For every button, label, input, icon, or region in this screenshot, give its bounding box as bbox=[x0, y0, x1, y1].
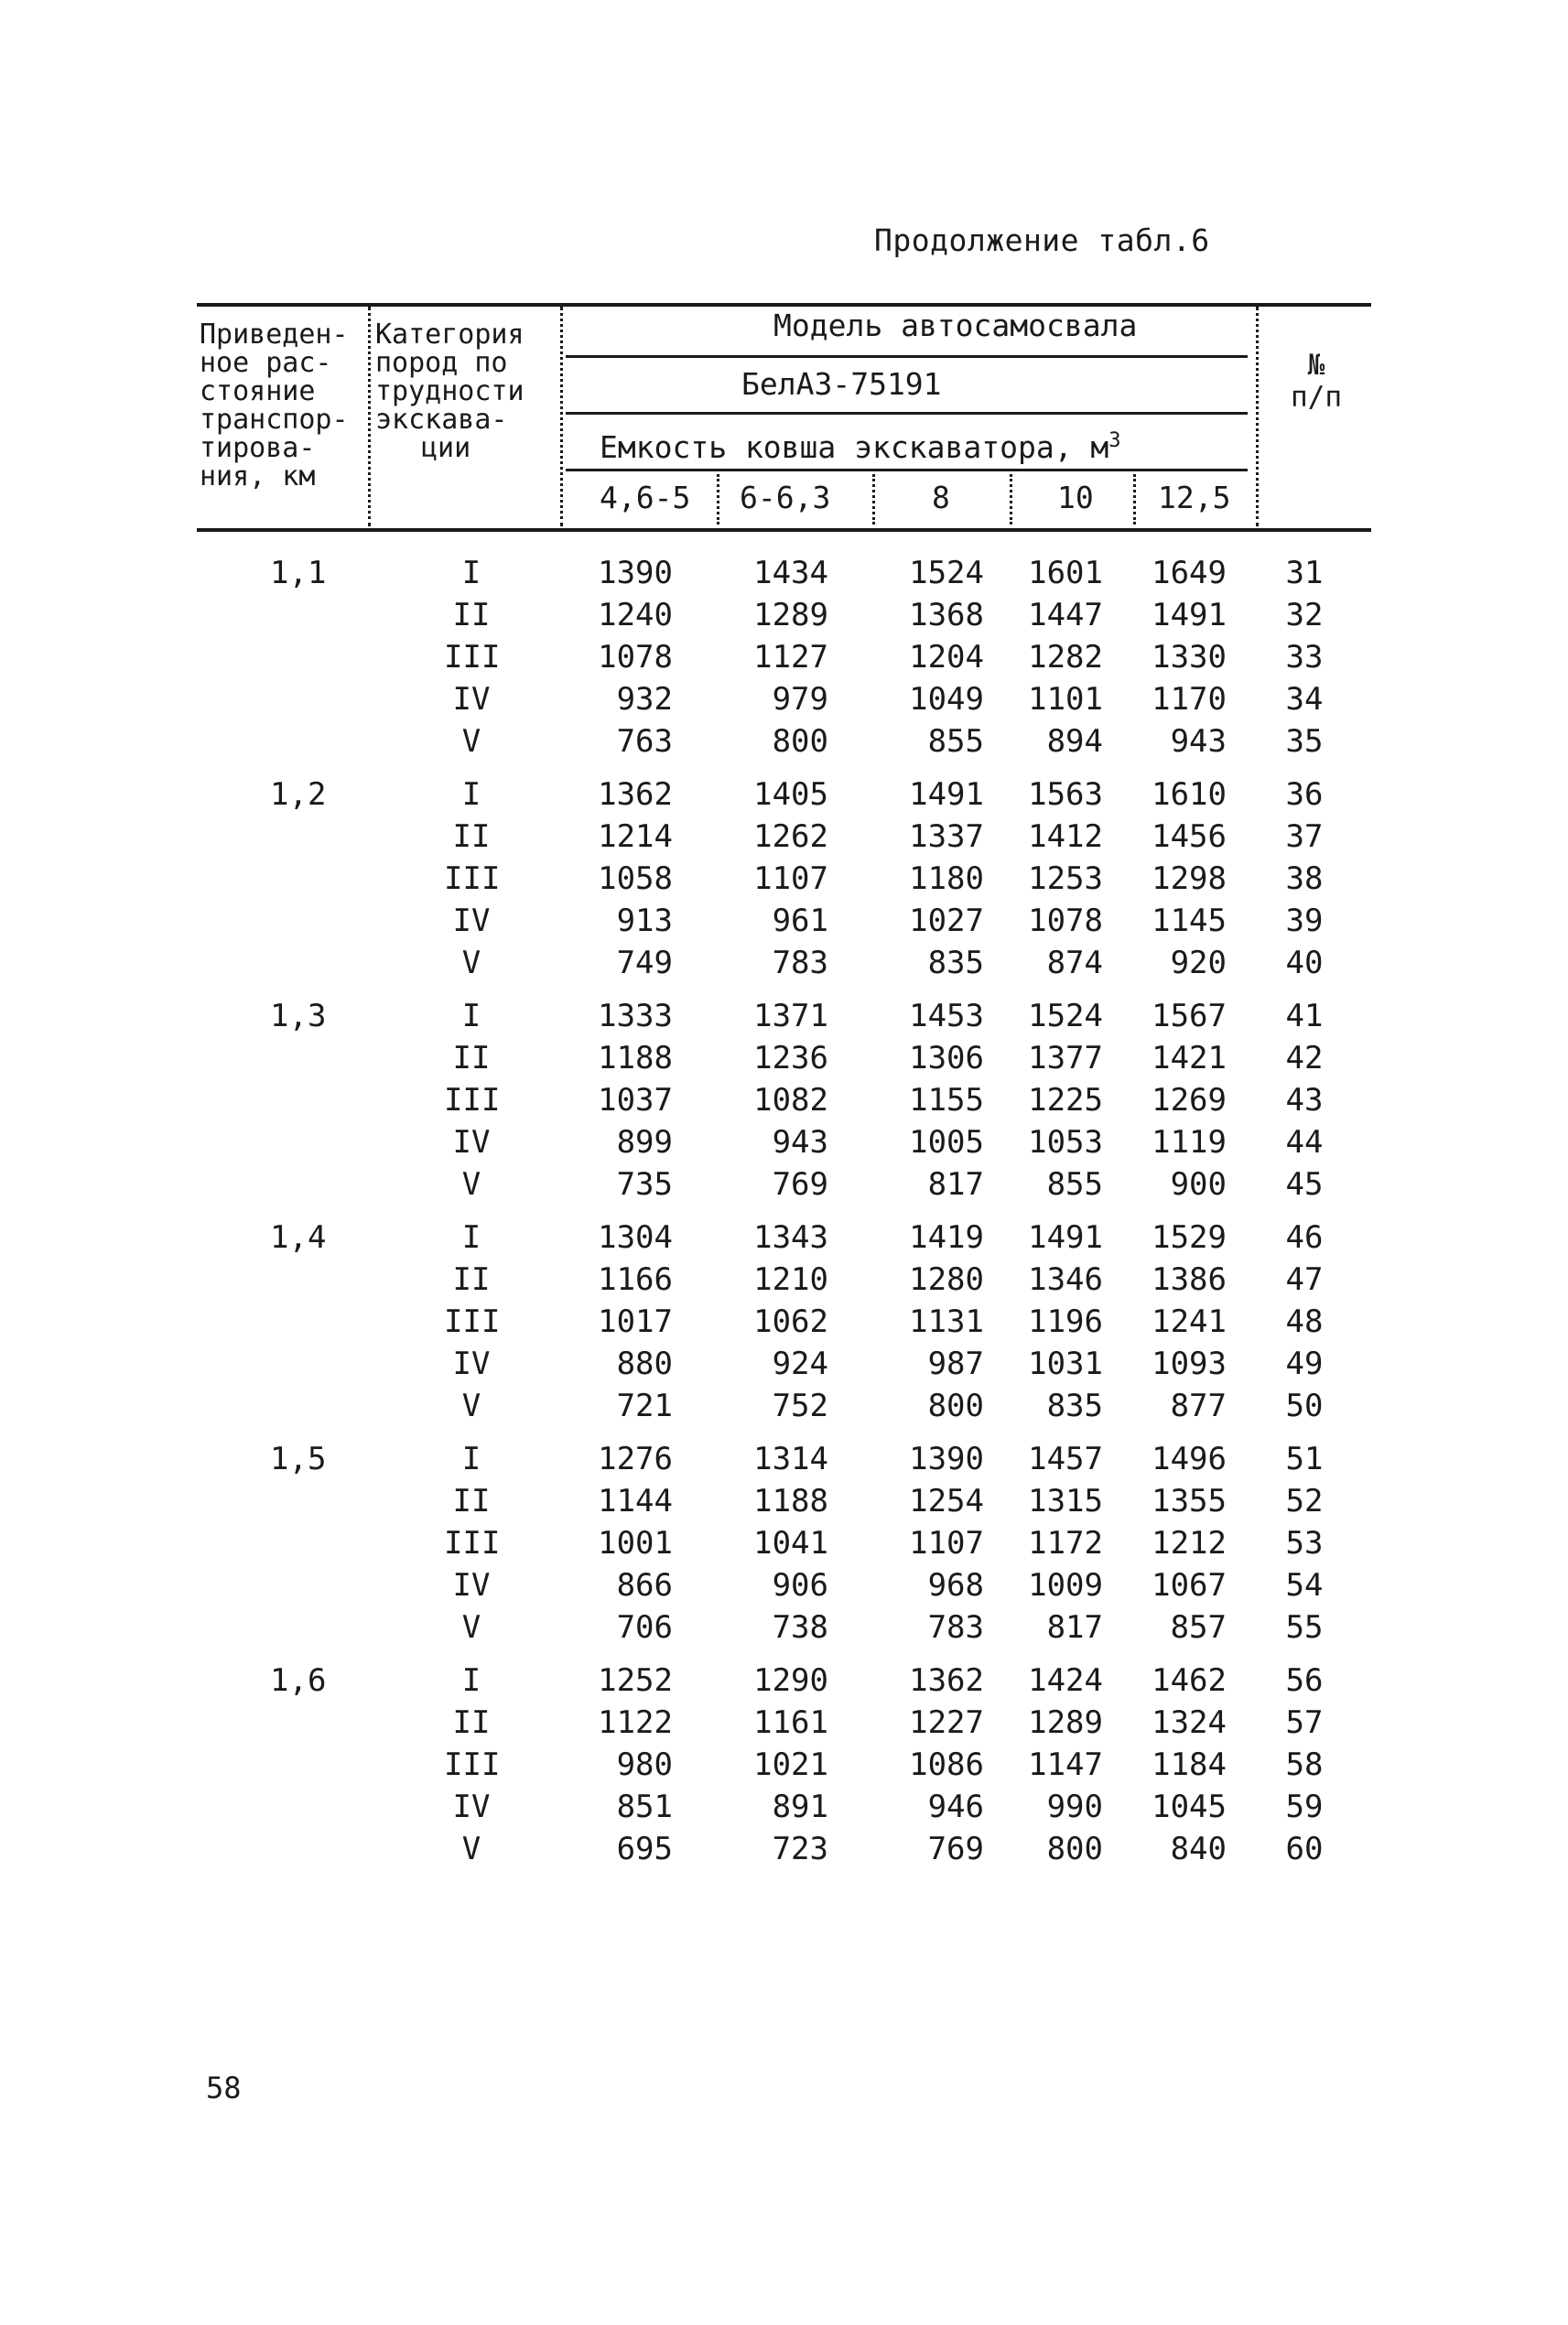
value-cell: 1252 bbox=[598, 1662, 673, 1699]
header-divider bbox=[1010, 474, 1012, 524]
value-cell: 1368 bbox=[909, 597, 984, 633]
value-cell: 1306 bbox=[909, 1040, 984, 1076]
header-number: № п/п bbox=[1291, 349, 1342, 414]
unit-superscript: 3 bbox=[1108, 429, 1121, 452]
value-cell: 987 bbox=[927, 1346, 984, 1382]
value-cell: 735 bbox=[616, 1166, 673, 1203]
value-cell: 874 bbox=[1046, 945, 1103, 981]
value-cell: 1062 bbox=[753, 1303, 828, 1340]
row-number-cell: 60 bbox=[1285, 1831, 1324, 1867]
value-cell: 1225 bbox=[1028, 1082, 1103, 1119]
row-number-cell: 44 bbox=[1285, 1124, 1324, 1161]
distance-cell: 1,6 bbox=[270, 1662, 327, 1699]
value-cell: 900 bbox=[1170, 1166, 1227, 1203]
value-cell: 1330 bbox=[1152, 639, 1227, 676]
value-cell: 1166 bbox=[598, 1261, 673, 1298]
value-cell: 943 bbox=[772, 1124, 828, 1161]
value-cell: 817 bbox=[1046, 1609, 1103, 1646]
table-row bbox=[197, 718, 1378, 760]
value-cell: 1434 bbox=[753, 555, 828, 591]
capacity-header: 12,5 bbox=[1158, 480, 1231, 515]
value-cell: 1017 bbox=[598, 1303, 673, 1340]
header-bottom-rule bbox=[197, 528, 1371, 532]
value-cell: 913 bbox=[616, 903, 673, 939]
value-cell: 1078 bbox=[598, 639, 673, 676]
value-cell: 1563 bbox=[1028, 776, 1103, 813]
value-cell: 1037 bbox=[598, 1082, 673, 1119]
value-cell: 1462 bbox=[1152, 1662, 1227, 1699]
value-cell: 1155 bbox=[909, 1082, 984, 1119]
row-number-cell: 52 bbox=[1285, 1483, 1324, 1519]
value-cell: 866 bbox=[616, 1567, 673, 1604]
table-row bbox=[197, 1340, 1378, 1382]
value-cell: 752 bbox=[772, 1388, 828, 1424]
distance-cell: 1,5 bbox=[270, 1441, 327, 1477]
value-cell: 723 bbox=[772, 1831, 828, 1867]
value-cell: 1145 bbox=[1152, 903, 1227, 939]
value-cell: 1315 bbox=[1028, 1483, 1103, 1519]
value-cell: 721 bbox=[616, 1388, 673, 1424]
category-cell: IV bbox=[452, 1346, 491, 1382]
category-cell: I bbox=[461, 555, 481, 591]
value-cell: 1253 bbox=[1028, 860, 1103, 897]
row-number-cell: 35 bbox=[1285, 723, 1324, 760]
value-cell: 1184 bbox=[1152, 1746, 1227, 1783]
value-cell: 817 bbox=[927, 1166, 984, 1203]
distance-cell: 1,2 bbox=[270, 776, 327, 813]
value-cell: 855 bbox=[1046, 1166, 1103, 1203]
value-cell: 1337 bbox=[909, 818, 984, 855]
table-body bbox=[197, 549, 1378, 1878]
category-cell: V bbox=[461, 1166, 481, 1203]
value-cell: 1377 bbox=[1028, 1040, 1103, 1076]
value-cell: 1049 bbox=[909, 681, 984, 718]
value-cell: 1524 bbox=[909, 555, 984, 591]
value-cell: 857 bbox=[1170, 1609, 1227, 1646]
value-cell: 835 bbox=[927, 945, 984, 981]
category-cell: II bbox=[452, 818, 491, 855]
value-cell: 1457 bbox=[1028, 1441, 1103, 1477]
table-row bbox=[197, 1783, 1378, 1825]
table-row bbox=[197, 897, 1378, 939]
distance-group bbox=[197, 992, 1378, 1203]
table-row bbox=[197, 1825, 1378, 1867]
value-cell: 1254 bbox=[909, 1483, 984, 1519]
table-row bbox=[197, 1298, 1378, 1340]
value-cell: 1214 bbox=[598, 818, 673, 855]
value-cell: 1027 bbox=[909, 903, 984, 939]
header-divider bbox=[717, 474, 719, 524]
category-cell: II bbox=[452, 1483, 491, 1519]
table-row bbox=[197, 1699, 1378, 1741]
value-cell: 851 bbox=[616, 1789, 673, 1825]
category-cell: III bbox=[444, 1525, 501, 1562]
value-cell: 961 bbox=[772, 903, 828, 939]
row-number-cell: 50 bbox=[1285, 1388, 1324, 1424]
category-cell: III bbox=[444, 860, 501, 897]
value-cell: 1453 bbox=[909, 998, 984, 1034]
value-cell: 1101 bbox=[1028, 681, 1103, 718]
value-cell: 1144 bbox=[598, 1483, 673, 1519]
value-cell: 1196 bbox=[1028, 1303, 1103, 1340]
value-cell: 1170 bbox=[1152, 681, 1227, 718]
distance-group bbox=[197, 1657, 1378, 1867]
value-cell: 1188 bbox=[598, 1040, 673, 1076]
value-cell: 1204 bbox=[909, 639, 984, 676]
row-number-cell: 39 bbox=[1285, 903, 1324, 939]
category-cell: II bbox=[452, 1040, 491, 1076]
value-cell: 1424 bbox=[1028, 1662, 1103, 1699]
row-number-cell: 37 bbox=[1285, 818, 1324, 855]
value-cell: 990 bbox=[1046, 1789, 1103, 1825]
value-cell: 1610 bbox=[1152, 776, 1227, 813]
table-row bbox=[197, 1161, 1378, 1203]
value-cell: 946 bbox=[927, 1789, 984, 1825]
distance-group bbox=[197, 1214, 1378, 1424]
category-cell: III bbox=[444, 1746, 501, 1783]
value-cell: 783 bbox=[927, 1609, 984, 1646]
value-cell: 924 bbox=[772, 1346, 828, 1382]
table-row bbox=[197, 591, 1378, 633]
table-row bbox=[197, 1256, 1378, 1298]
row-number-cell: 33 bbox=[1285, 639, 1324, 676]
row-number-cell: 55 bbox=[1285, 1609, 1324, 1646]
value-cell: 1371 bbox=[753, 998, 828, 1034]
value-cell: 1262 bbox=[753, 818, 828, 855]
value-cell: 943 bbox=[1170, 723, 1227, 760]
value-cell: 783 bbox=[772, 945, 828, 981]
value-cell: 1362 bbox=[909, 1662, 984, 1699]
table-row bbox=[197, 1076, 1378, 1119]
category-cell: IV bbox=[452, 681, 491, 718]
row-number-cell: 58 bbox=[1285, 1746, 1324, 1783]
value-cell: 1119 bbox=[1152, 1124, 1227, 1161]
value-cell: 1289 bbox=[753, 597, 828, 633]
value-cell: 1093 bbox=[1152, 1346, 1227, 1382]
row-number-cell: 46 bbox=[1285, 1219, 1324, 1256]
table-row bbox=[197, 1562, 1378, 1604]
capacity-header: 4,6-5 bbox=[600, 480, 691, 515]
row-number-cell: 56 bbox=[1285, 1662, 1324, 1699]
category-cell: II bbox=[452, 1261, 491, 1298]
value-cell: 1280 bbox=[909, 1261, 984, 1298]
category-cell: V bbox=[461, 723, 481, 760]
value-cell: 906 bbox=[772, 1567, 828, 1604]
value-cell: 1236 bbox=[753, 1040, 828, 1076]
model-name: БелАЗ-75191 bbox=[741, 366, 942, 402]
category-cell: I bbox=[461, 1441, 481, 1477]
row-number-cell: 48 bbox=[1285, 1303, 1324, 1340]
category-cell: IV bbox=[452, 1789, 491, 1825]
value-cell: 1276 bbox=[598, 1441, 673, 1477]
row-number-cell: 51 bbox=[1285, 1441, 1324, 1477]
table-row bbox=[197, 633, 1378, 676]
category-cell: III bbox=[444, 639, 501, 676]
value-cell: 1131 bbox=[909, 1303, 984, 1340]
category-cell: V bbox=[461, 1388, 481, 1424]
value-cell: 1082 bbox=[753, 1082, 828, 1119]
row-number-cell: 54 bbox=[1285, 1567, 1324, 1604]
value-cell: 800 bbox=[927, 1388, 984, 1424]
header-divider bbox=[1256, 307, 1259, 526]
value-cell: 769 bbox=[772, 1166, 828, 1203]
category-cell: V bbox=[461, 1609, 481, 1646]
table-row bbox=[197, 676, 1378, 718]
category-cell: IV bbox=[452, 1567, 491, 1604]
value-cell: 763 bbox=[616, 723, 673, 760]
category-cell: II bbox=[452, 597, 491, 633]
value-cell: 835 bbox=[1046, 1388, 1103, 1424]
table-row bbox=[197, 1214, 1378, 1256]
table-row bbox=[197, 1657, 1378, 1699]
value-cell: 979 bbox=[772, 681, 828, 718]
value-cell: 1362 bbox=[598, 776, 673, 813]
bucket-underline bbox=[566, 469, 1248, 471]
value-cell: 1031 bbox=[1028, 1346, 1103, 1382]
table-caption: Продолжение табл.6 bbox=[874, 222, 1210, 258]
category-cell: IV bbox=[452, 903, 491, 939]
value-cell: 894 bbox=[1046, 723, 1103, 760]
table-row bbox=[197, 1435, 1378, 1477]
value-cell: 1386 bbox=[1152, 1261, 1227, 1298]
value-cell: 1240 bbox=[598, 597, 673, 633]
table-row bbox=[197, 1034, 1378, 1076]
table-row bbox=[197, 939, 1378, 981]
value-cell: 1343 bbox=[753, 1219, 828, 1256]
table-row bbox=[197, 1741, 1378, 1783]
category-cell: II bbox=[452, 1704, 491, 1741]
table-row bbox=[197, 992, 1378, 1034]
value-cell: 1241 bbox=[1152, 1303, 1227, 1340]
distance-cell: 1,4 bbox=[270, 1219, 327, 1256]
value-cell: 1346 bbox=[1028, 1261, 1103, 1298]
model-title: Модель автосамосвала bbox=[773, 308, 1138, 343]
value-cell: 840 bbox=[1170, 1831, 1227, 1867]
category-cell: I bbox=[461, 776, 481, 813]
value-cell: 1304 bbox=[598, 1219, 673, 1256]
value-cell: 1491 bbox=[909, 776, 984, 813]
value-cell: 1041 bbox=[753, 1525, 828, 1562]
value-cell: 1009 bbox=[1028, 1567, 1103, 1604]
category-cell: III bbox=[444, 1082, 501, 1119]
value-cell: 1107 bbox=[753, 860, 828, 897]
row-number-cell: 53 bbox=[1285, 1525, 1324, 1562]
row-number-cell: 59 bbox=[1285, 1789, 1324, 1825]
value-cell: 1314 bbox=[753, 1441, 828, 1477]
page-number: 58 bbox=[206, 2071, 242, 2105]
value-cell: 1058 bbox=[598, 860, 673, 897]
value-cell: 891 bbox=[772, 1789, 828, 1825]
category-cell: I bbox=[461, 1662, 481, 1699]
value-cell: 1524 bbox=[1028, 998, 1103, 1034]
value-cell: 1496 bbox=[1152, 1441, 1227, 1477]
value-cell: 1390 bbox=[909, 1441, 984, 1477]
value-cell: 1529 bbox=[1152, 1219, 1227, 1256]
row-number-cell: 49 bbox=[1285, 1346, 1324, 1382]
value-cell: 1355 bbox=[1152, 1483, 1227, 1519]
value-cell: 855 bbox=[927, 723, 984, 760]
header-distance: Приведен- ное рас- стояние транспор- тирова- ния, км bbox=[200, 319, 349, 492]
value-cell: 1419 bbox=[909, 1219, 984, 1256]
header-top-rule bbox=[197, 303, 1371, 307]
value-cell: 1021 bbox=[753, 1746, 828, 1783]
value-cell: 1269 bbox=[1152, 1082, 1227, 1119]
value-cell: 1212 bbox=[1152, 1525, 1227, 1562]
capacity-header: 6-6,3 bbox=[740, 480, 831, 515]
row-number-cell: 57 bbox=[1285, 1704, 1324, 1741]
row-number-cell: 40 bbox=[1285, 945, 1324, 981]
table-row bbox=[197, 1382, 1378, 1424]
row-number-cell: 34 bbox=[1285, 681, 1324, 718]
value-cell: 1180 bbox=[909, 860, 984, 897]
value-cell: 899 bbox=[616, 1124, 673, 1161]
category-cell: V bbox=[461, 945, 481, 981]
model-underline bbox=[566, 355, 1248, 358]
value-cell: 1412 bbox=[1028, 818, 1103, 855]
value-cell: 1172 bbox=[1028, 1525, 1103, 1562]
category-cell: I bbox=[461, 998, 481, 1034]
value-cell: 1289 bbox=[1028, 1704, 1103, 1741]
value-cell: 800 bbox=[1046, 1831, 1103, 1867]
value-cell: 1053 bbox=[1028, 1124, 1103, 1161]
value-cell: 1447 bbox=[1028, 597, 1103, 633]
value-cell: 1001 bbox=[598, 1525, 673, 1562]
value-cell: 1290 bbox=[753, 1662, 828, 1699]
value-cell: 695 bbox=[616, 1831, 673, 1867]
header-divider bbox=[1133, 474, 1136, 524]
table-row bbox=[197, 1477, 1378, 1519]
row-number-cell: 47 bbox=[1285, 1261, 1324, 1298]
value-cell: 980 bbox=[616, 1746, 673, 1783]
header-divider bbox=[560, 307, 563, 526]
value-cell: 1127 bbox=[753, 639, 828, 676]
value-cell: 1067 bbox=[1152, 1567, 1227, 1604]
value-cell: 1078 bbox=[1028, 903, 1103, 939]
header-divider bbox=[368, 307, 371, 526]
model-name-underline bbox=[566, 412, 1248, 415]
value-cell: 1005 bbox=[909, 1124, 984, 1161]
table-row bbox=[197, 771, 1378, 813]
row-number-cell: 42 bbox=[1285, 1040, 1324, 1076]
distance-group bbox=[197, 771, 1378, 981]
value-cell: 769 bbox=[927, 1831, 984, 1867]
distance-cell: 1,1 bbox=[270, 555, 327, 591]
category-cell: V bbox=[461, 1831, 481, 1867]
value-cell: 1390 bbox=[598, 555, 673, 591]
value-cell: 877 bbox=[1170, 1388, 1227, 1424]
value-cell: 1649 bbox=[1152, 555, 1227, 591]
value-cell: 800 bbox=[772, 723, 828, 760]
row-number-cell: 45 bbox=[1285, 1166, 1324, 1203]
value-cell: 1324 bbox=[1152, 1704, 1227, 1741]
value-cell: 1282 bbox=[1028, 639, 1103, 676]
value-cell: 1491 bbox=[1028, 1219, 1103, 1256]
value-cell: 1491 bbox=[1152, 597, 1227, 633]
value-cell: 1298 bbox=[1152, 860, 1227, 897]
category-cell: IV bbox=[452, 1124, 491, 1161]
value-cell: 1122 bbox=[598, 1704, 673, 1741]
value-cell: 1045 bbox=[1152, 1789, 1227, 1825]
value-cell: 1227 bbox=[909, 1704, 984, 1741]
value-cell: 1188 bbox=[753, 1483, 828, 1519]
row-number-cell: 38 bbox=[1285, 860, 1324, 897]
table-row bbox=[197, 549, 1378, 591]
value-cell: 1086 bbox=[909, 1746, 984, 1783]
distance-group bbox=[197, 1435, 1378, 1646]
value-cell: 1421 bbox=[1152, 1040, 1227, 1076]
table-row bbox=[197, 813, 1378, 855]
header-divider bbox=[872, 474, 875, 524]
row-number-cell: 43 bbox=[1285, 1082, 1324, 1119]
value-cell: 1567 bbox=[1152, 998, 1227, 1034]
value-cell: 932 bbox=[616, 681, 673, 718]
row-number-cell: 32 bbox=[1285, 597, 1324, 633]
capacity-header: 8 bbox=[932, 480, 950, 515]
table-row bbox=[197, 1604, 1378, 1646]
bucket-title: Емкость ковша экскаватора, $м^3$ bbox=[600, 429, 1121, 465]
row-number-cell: 36 bbox=[1285, 776, 1324, 813]
table-row bbox=[197, 855, 1378, 897]
value-cell: 738 bbox=[772, 1609, 828, 1646]
value-cell: 968 bbox=[927, 1567, 984, 1604]
table-row bbox=[197, 1119, 1378, 1161]
value-cell: 880 bbox=[616, 1346, 673, 1382]
value-cell: 1147 bbox=[1028, 1746, 1103, 1783]
capacity-header: 10 bbox=[1057, 480, 1094, 515]
value-cell: 1333 bbox=[598, 998, 673, 1034]
value-cell: 1456 bbox=[1152, 818, 1227, 855]
distance-group bbox=[197, 549, 1378, 760]
value-cell: 1601 bbox=[1028, 555, 1103, 591]
row-number-cell: 31 bbox=[1285, 555, 1324, 591]
row-number-cell: 41 bbox=[1285, 998, 1324, 1034]
table-row bbox=[197, 1519, 1378, 1562]
category-cell: I bbox=[461, 1219, 481, 1256]
header-category: Категория пород по трудности экскава- ции bbox=[375, 319, 524, 464]
value-cell: 1210 bbox=[753, 1261, 828, 1298]
value-cell: 749 bbox=[616, 945, 673, 981]
distance-cell: 1,3 bbox=[270, 998, 327, 1034]
value-cell: 706 bbox=[616, 1609, 673, 1646]
value-cell: 920 bbox=[1170, 945, 1227, 981]
category-cell: III bbox=[444, 1303, 501, 1340]
value-cell: 1107 bbox=[909, 1525, 984, 1562]
value-cell: 1405 bbox=[753, 776, 828, 813]
value-cell: 1161 bbox=[753, 1704, 828, 1741]
